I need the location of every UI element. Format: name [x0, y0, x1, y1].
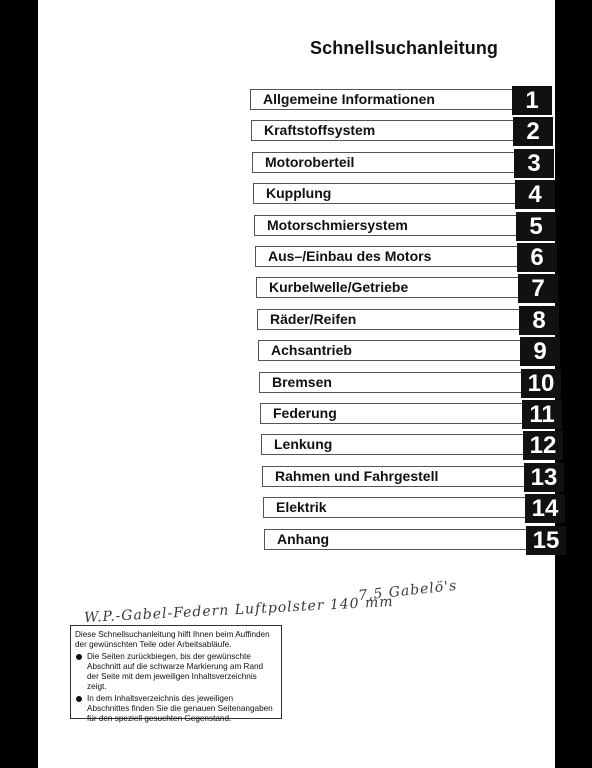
section-tab-marker: 1 [512, 86, 552, 115]
index-row[interactable] [251, 118, 540, 145]
index-row[interactable] [254, 213, 543, 240]
section-tab-marker: 5 [516, 212, 556, 241]
section-tab-marker: 4 [515, 180, 555, 209]
section-tab-marker: 3 [514, 149, 554, 178]
index-row-label: Bremsen [272, 374, 332, 390]
handwritten-note-line1: 7,5 Gabelö's [357, 577, 459, 605]
bullet-icon [76, 654, 82, 660]
index-row-label: Aus–/Einbau des Motors [268, 248, 432, 264]
index-row[interactable] [263, 495, 559, 522]
usage-note-item-text: In dem Inhaltsverzeichnis des jeweiligen Abschnittes finden Sie die genauen Seitenangaben für den speziell gesuchten Gegenstand. [87, 693, 273, 724]
index-row-label: Kurbelwelle/Getriebe [269, 279, 409, 295]
handwritten-note-line2: W.P.-Gabel-Federn Luftpolster 140 mm [83, 593, 394, 627]
index-row-label: Achsantrieb [271, 342, 352, 358]
usage-note-item [75, 652, 277, 693]
index-row[interactable] [252, 150, 541, 177]
index-row[interactable] [258, 338, 547, 365]
index-row-label: Räder/Reifen [270, 311, 357, 327]
usage-note-item-text: Die Seiten zurückbiegen, bis der gewünschte Abschnitt auf die schwarze Markierung am Rand der Seite mit dem jeweiligen Inhaltsverzeichnis zeigt. [87, 651, 264, 692]
usage-note-intro: Diese Schnellsuchanleitung hilft Ihnen beim Auffinden der gewünschten Teile oder Arbeitsabläufe. [75, 630, 270, 650]
index-row[interactable] [255, 244, 544, 271]
index-row-label: Federung [273, 405, 337, 421]
page-title: Schnellsuchanleitung [310, 38, 499, 58]
bullet-icon [76, 696, 82, 702]
index-row-label: Motorschmiersystem [267, 217, 408, 233]
section-tab-marker: 12 [523, 431, 563, 460]
section-tab-marker: 10 [521, 369, 561, 398]
index-row[interactable] [253, 181, 542, 208]
section-tab-marker: 15 [526, 526, 566, 555]
index-row[interactable] [261, 432, 557, 459]
section-tab-marker: 13 [524, 463, 564, 492]
index-row-label: Elektrik [276, 499, 327, 515]
index-row-label: Kupplung [266, 185, 332, 201]
index-row[interactable] [262, 464, 558, 491]
section-tab-marker: 6 [517, 243, 557, 272]
index-row[interactable] [264, 527, 560, 554]
manual-page [38, 0, 560, 768]
index-row-label: Allgemeine Informationen [263, 91, 435, 107]
index-row[interactable] [257, 307, 546, 334]
index-row-label: Anhang [277, 531, 330, 547]
index-row[interactable] [259, 370, 555, 397]
index-row[interactable] [260, 401, 555, 428]
index-row-label: Rahmen und Fahrgestell [275, 468, 439, 484]
usage-note-box [70, 625, 282, 724]
index-row-label: Motoroberteil [265, 154, 355, 170]
section-tab-marker: 11 [522, 400, 562, 429]
index-row[interactable] [250, 87, 539, 114]
section-tab-marker: 14 [525, 494, 565, 523]
section-tab-marker: 8 [519, 306, 559, 335]
usage-note-item [75, 694, 277, 725]
section-tab-marker: 7 [518, 274, 558, 303]
index-row-label: Lenkung [274, 436, 333, 452]
section-tab-marker: 9 [520, 337, 560, 366]
section-tab-marker: 2 [513, 117, 553, 146]
index-row-label: Kraftstoffsystem [264, 122, 376, 138]
index-row[interactable] [256, 275, 545, 302]
